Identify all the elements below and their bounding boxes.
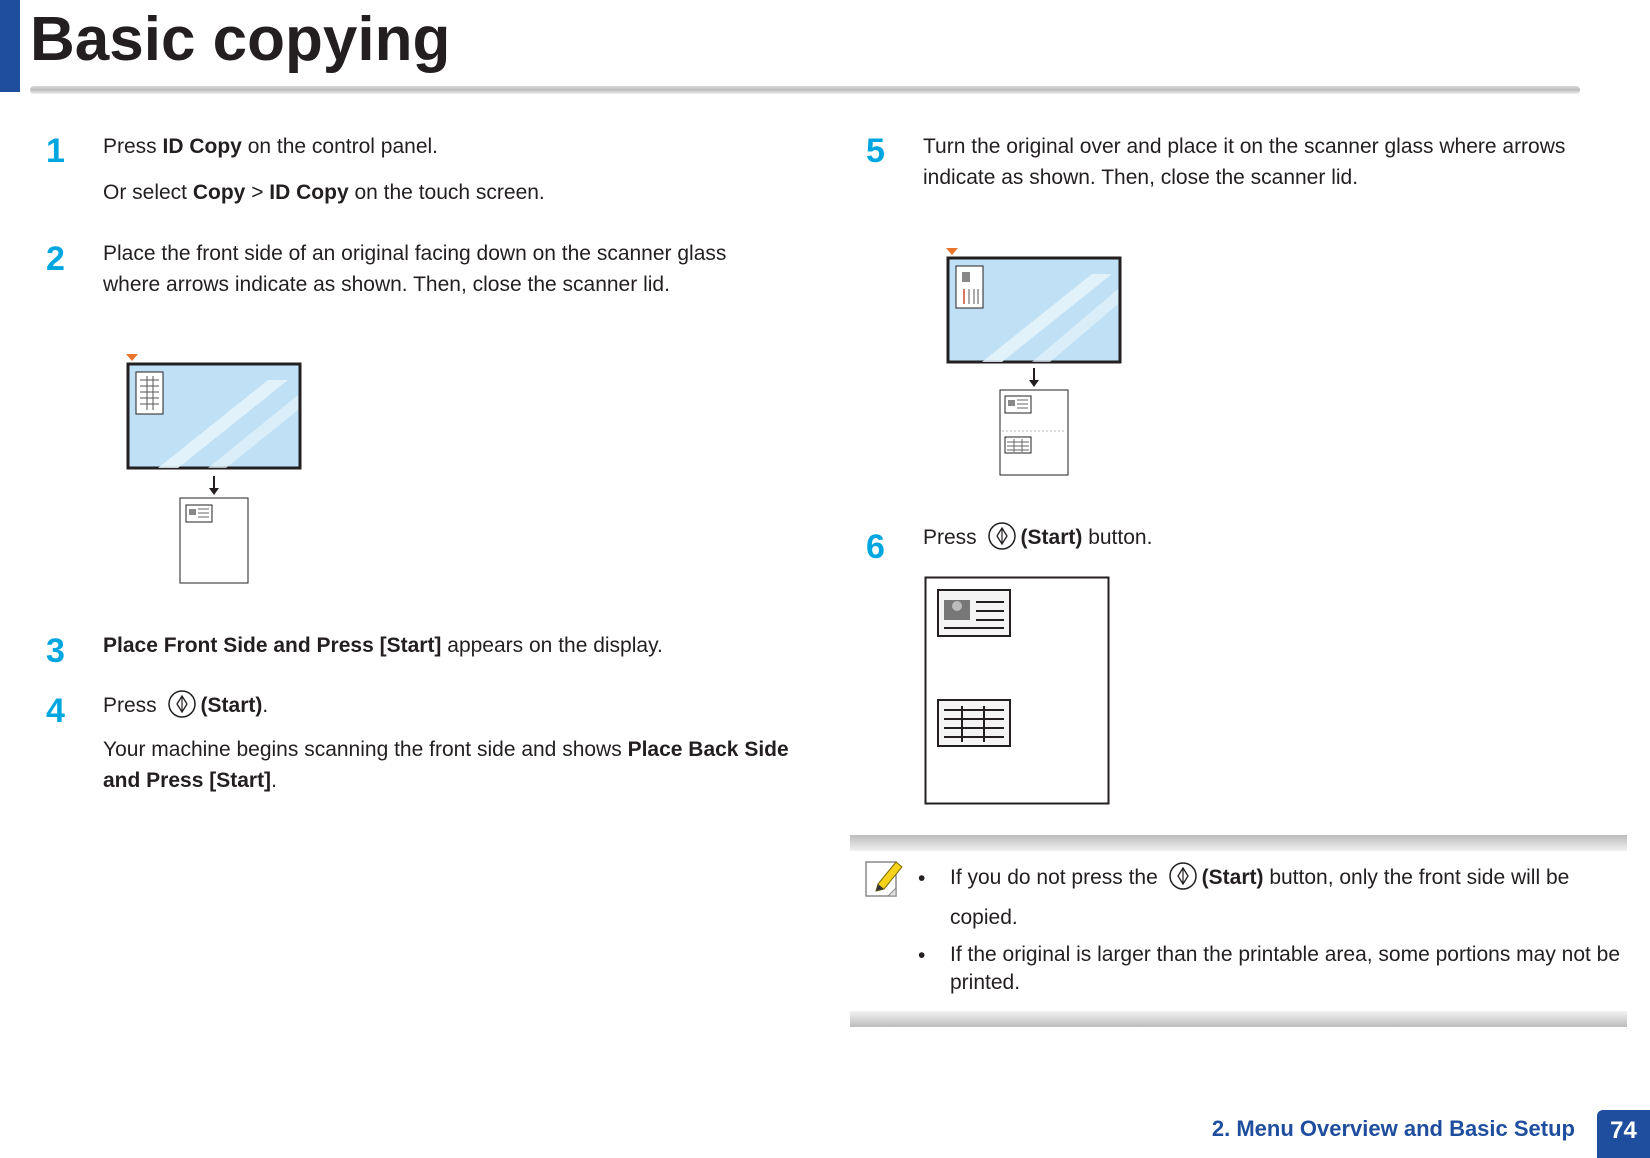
note-top-rule <box>850 835 1627 851</box>
scanner-back-side-illustration <box>942 244 1142 480</box>
step-1-subtext: Or select Copy > ID Copy on the touch screen. <box>103 181 545 204</box>
page-number-badge: 74 <box>1597 1110 1650 1158</box>
title-accent-bar <box>0 0 20 92</box>
id-back-copy <box>938 700 1010 746</box>
note-bullet-2-line2: printed. <box>950 971 1021 994</box>
note-pencil-icon <box>862 856 906 900</box>
step-6-text: Press (Start) button. <box>923 522 1152 553</box>
scanner-front-side-illustration <box>118 350 318 590</box>
step-5-number: 5 <box>866 132 885 170</box>
step-3-text: Place Front Side and Press [Start] appears on the display. <box>103 634 663 657</box>
corner-arrow-icon <box>946 248 958 255</box>
note-bullet-1-line2: copied. <box>950 906 1018 929</box>
step-2-text-line2: where arrows indicate as shown. Then, close the scanner lid. <box>103 273 670 296</box>
page-title: Basic copying <box>30 5 451 74</box>
id-card-on-glass <box>136 372 163 414</box>
start-icon <box>1168 861 1198 891</box>
step-2-text-line1: Place the front side of an original facing down on the scanner glass <box>103 242 727 265</box>
step-1-text: Press ID Copy on the control panel. <box>103 135 438 158</box>
note-bullet-1-char: • <box>918 867 926 890</box>
step-5-text-line2: indicate as shown. Then, close the scanner lid. <box>923 166 1359 189</box>
step-4-number: 4 <box>46 692 65 730</box>
start-icon <box>167 689 197 719</box>
step-4-subtext-line1: Your machine begins scanning the front side and shows Place Back Side <box>103 738 789 761</box>
step-6-number: 6 <box>866 528 885 566</box>
copy-output-illustration <box>924 576 1112 808</box>
footer-section-title: 2. Menu Overview and Basic Setup <box>1211 1116 1575 1141</box>
start-icon <box>987 521 1017 551</box>
title-underline <box>30 86 1580 94</box>
note-bullet-2-line1: If the original is larger than the printable area, some portions may not be <box>950 943 1621 966</box>
step-5-text-line1: Turn the original over and place it on the scanner glass where arrows <box>923 135 1566 158</box>
step-2-number: 2 <box>46 240 65 278</box>
note-bullet-2-char: • <box>918 944 926 967</box>
step-4-subtext-line2: and Press [Start]. <box>103 769 277 792</box>
note-bullet-1: If you do not press the (Start) button, only the front side will be <box>950 862 1569 893</box>
corner-arrow-icon <box>126 354 138 361</box>
step-3-number: 3 <box>46 632 65 670</box>
step-4-text: Press (Start). <box>103 690 268 721</box>
step-1-number: 1 <box>46 132 65 170</box>
note-bottom-rule <box>850 1011 1627 1027</box>
